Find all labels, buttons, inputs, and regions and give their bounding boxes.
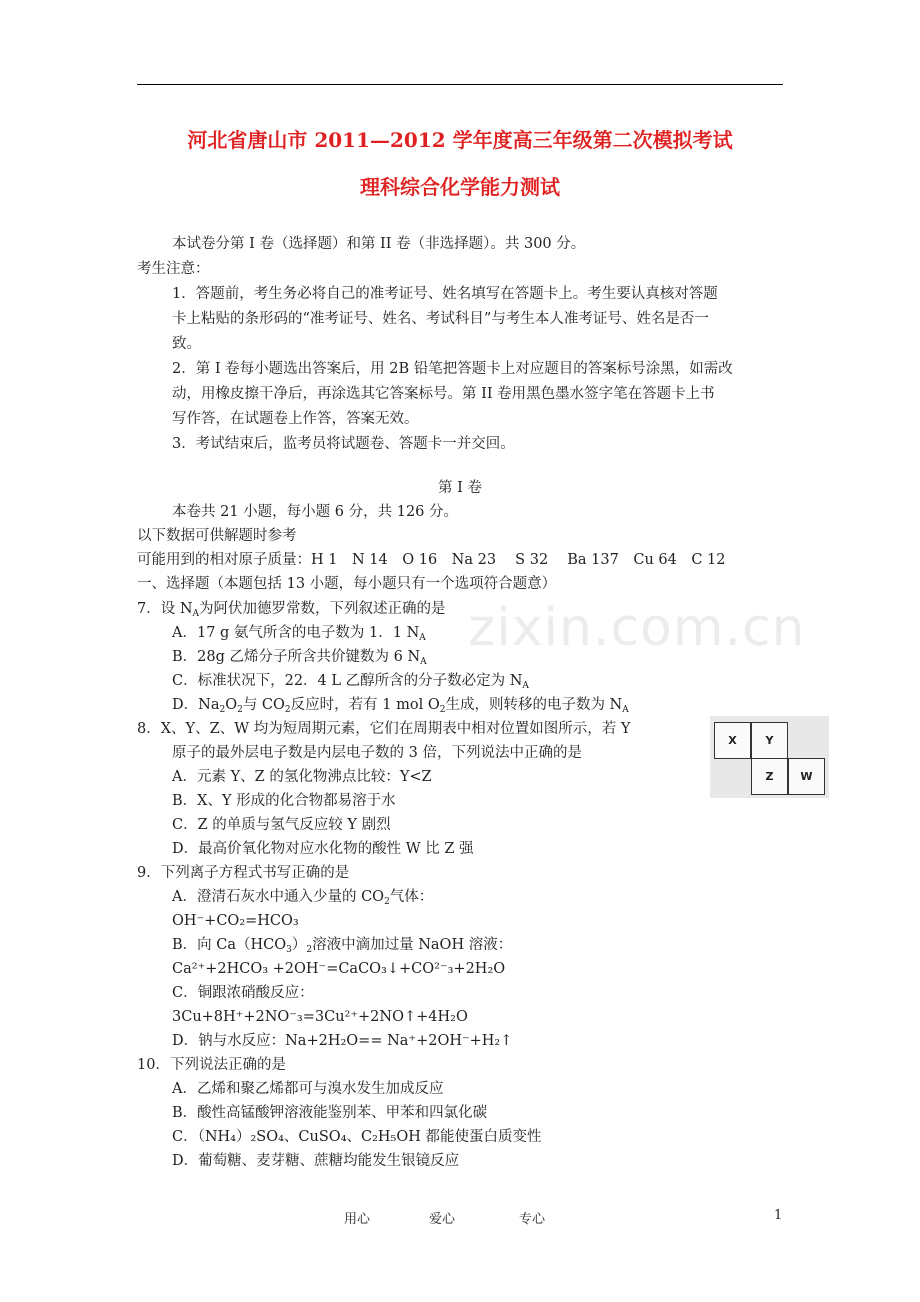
notice-line: 卡上粘贴的条形码的“准考证号、姓名、考试科目”与考生本人准考证号、姓名是否一 [172,311,709,327]
notice-line: 致。 [172,336,201,352]
question-8-stem-cont: 原子的最外层电子数是内层电子数的 3 倍，下列说法中正确的是 [172,745,582,761]
option-9c: C．铜跟浓硝酸反应： [172,985,314,1001]
grid-cell-y: Y [751,722,788,759]
footer-text-1: 用心 [344,1212,371,1227]
equation-9a: OH⁻+CO₂=HCO₃ [172,913,299,929]
notice-line: 写作答，在试题卷上作答，答案无效。 [172,411,419,427]
periodic-table-figure [710,716,829,798]
notice-label: 考生注意： [137,261,210,277]
option-10d: D．葡萄糖、麦芽糖、蔗糖均能发生银镜反应 [172,1153,460,1169]
notice-line: 动，用橡皮擦干净后，再涂选其它答案标号。第 II 卷用黑色墨水签字笔在答题卡上书 [172,386,715,402]
option-8c: C．Z 的单质与氢气反应较 Y 剧烈 [172,817,391,833]
notice-line: 3．考试结束后，监考员将试题卷、答题卡一并交回。 [172,436,515,452]
question-7-stem: 7．设 $N_A$为阿伏加德罗常数，下列叙述正确的是 [137,601,446,619]
section-title: 第 I 卷 [438,480,482,496]
option-9d: D．钠与水反应：Na+2H₂O== Na⁺+2OH⁻+H₂↑ [172,1033,513,1049]
equation-9c: 3Cu+8H⁺+2NO⁻₃=3Cu²⁺+2NO↑+4H₂O [172,1009,468,1025]
intro-text: 本试卷分第 I 卷（选择题）和第 II 卷（非选择题）。共 300 分。 [172,236,586,252]
part-heading: 一、选择题（本题包括 13 小题，每小题只有一个选项符合题意） [137,576,557,592]
option-8b: B．X、Y 形成的化合物都易溶于水 [172,793,396,809]
page-number: 1 [774,1208,783,1223]
section-desc: 本卷共 21 小题，每小题 6 分，共 126 分。 [172,504,459,520]
option-9a: A．澄清石灰水中通入少量的 $CO_2$气体： [172,889,434,907]
equation-9b: Ca²⁺+2HCO₃ +2OH⁻=CaCO₃↓+CO²⁻₃+2H₂O [172,961,506,977]
option-9b: B．向 $Ca(HCO_3)_2$溶液中滴加过量 NaOH 溶液： [172,937,513,955]
grid-cell-z: Z [751,758,788,795]
option-10a: A．乙烯和聚乙烯都可与溴水发生加成反应 [172,1081,444,1097]
question-8-stem: 8．X、Y、Z、W 均为短周期元素，它们在周期表中相对位置如图所示，若 Y [137,721,631,737]
option-7d: D．$Na_2O_2$与 $CO_2$反应时，若有 1 mol $O_2$生成，则转移的电子数为 $N_A$ [172,697,629,715]
notice-line: 2．第 I 卷每小题选出答案后，用 2B 铅笔把答题卡上对应题目的答案标号涂黑，如需改 [172,361,733,377]
option-10c: C．（NH₄）₂SO₄、CuSO₄、C₂H₅OH 都能使蛋白质变性 [172,1129,542,1145]
top-rule [137,84,783,85]
atomic-masses: 可能用到的相对原子质量：H 1 N 14 O 16 Na 23 S 32 Ba 137 Cu 64 C 12 [137,552,726,568]
grid-cell-w: W [788,758,825,795]
question-9-stem: 9．下列离子方程式书写正确的是 [137,865,350,881]
option-10b: B．酸性高锰酸钾溶液能鉴别苯、甲苯和四氯化碳 [172,1105,488,1121]
notice-line: 1．答题前，考生务必将自己的准考证号、姓名填写在答题卡上。考生要认真核对答题 [172,286,718,302]
watermark: zixin.com.cn [468,598,806,658]
grid-cell-x: X [714,722,751,759]
option-7b: B．28g 乙烯分子所含共价键数为 6 $N_A$ [172,649,427,667]
reference-note: 以下数据可供解题时参考 [137,528,297,544]
exam-subtitle: 理科综合化学能力测试 [360,175,560,199]
option-8a: A．元素 Y、Z 的氢化物沸点比较：Y<Z [172,769,432,785]
exam-title: 河北省唐山市 2011—2012 学年度高三年级第二次模拟考试 [187,128,733,152]
footer-text-2: 爱心 [429,1212,456,1227]
option-7a: A．17 g 氨气所含的电子数为 1．1 $N_A$ [172,625,426,643]
option-7c: C．标准状况下，22．4 L 乙醇所含的分子数必定为 $N_A$ [172,673,529,691]
question-10-stem: 10．下列说法正确的是 [137,1057,286,1073]
option-8d: D．最高价氧化物对应水化物的酸性 W 比 Z 强 [172,841,474,857]
footer-text-3: 专心 [519,1212,546,1227]
